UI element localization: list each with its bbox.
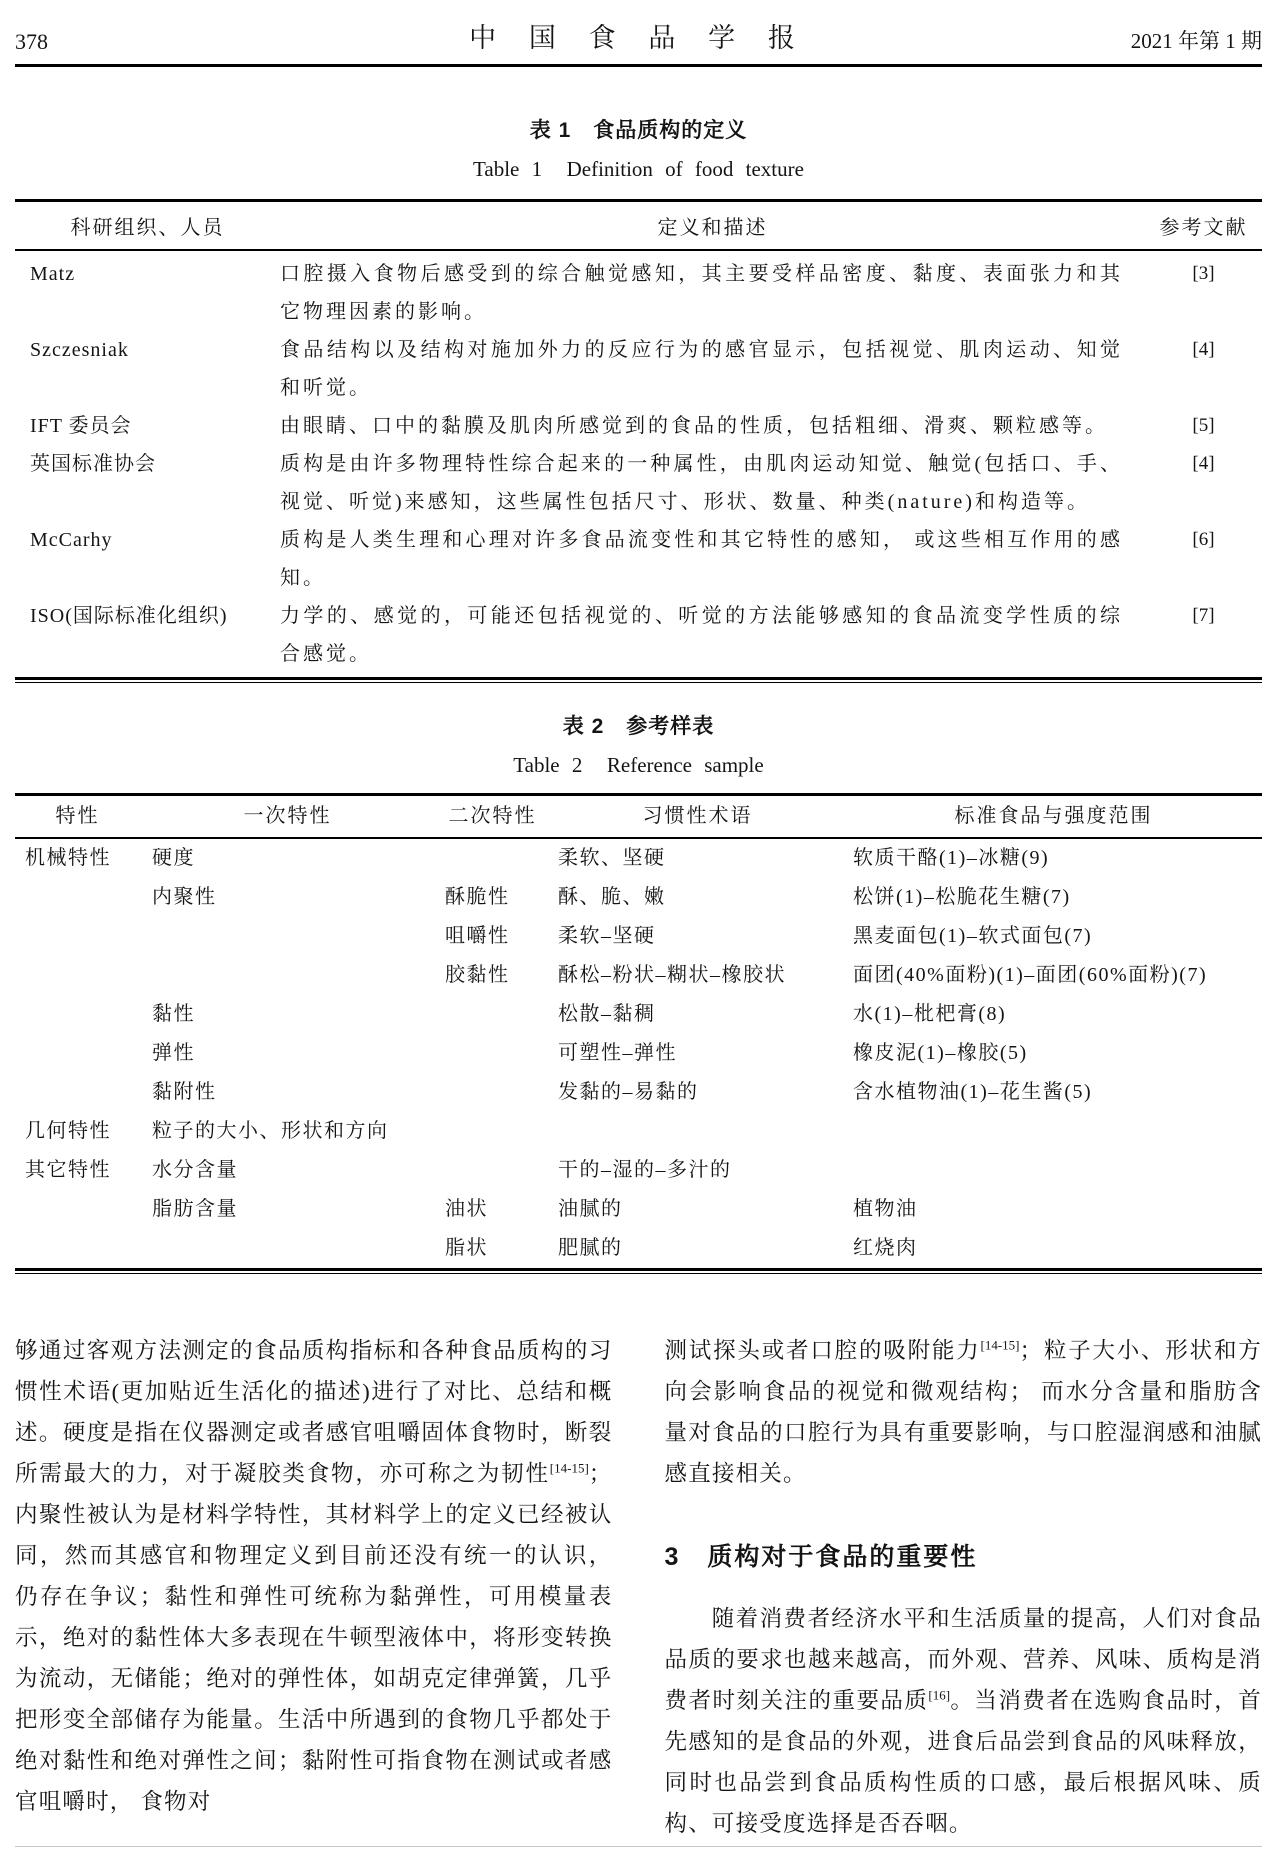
table-row	[15, 1112, 1262, 1151]
cell	[140, 956, 435, 995]
reference-cell: [6]	[1192, 529, 1215, 550]
table2-body	[15, 839, 1262, 1268]
cell	[140, 917, 435, 956]
section-number: 3	[664, 1543, 681, 1571]
table-row	[15, 1229, 1262, 1268]
cell: 柔软、坚硬	[558, 847, 666, 869]
org-cell: Szczesniak	[30, 339, 129, 361]
table-row	[15, 255, 1262, 331]
table-row	[15, 839, 1262, 878]
paragraph	[15, 1330, 613, 1822]
cell: 软质干酪(1)–冰糖(9)	[853, 847, 1050, 869]
cell: 粒子的大小、形状和方向	[152, 1120, 389, 1142]
table2-header-term: 习惯性术语	[642, 805, 753, 827]
definition-cell: 质构是人类生理和心理对许多食品流变性和其它特性的感知， 或这些相互作用的感知。	[280, 529, 1123, 589]
cell: 面团(40%面粉)(1)–面团(60%面粉)(7)	[853, 964, 1208, 986]
paragraph-text: 。当消费者在选购食品时，首先感知的是食品的外观，进食后品尝到食品的风味释放， 同时也品尝到食品质构性质的口感，最后根据风味、质构、可接受度选择是否吞咽。	[664, 1688, 1262, 1836]
cell	[15, 917, 140, 956]
cell: 其它特性	[25, 1159, 111, 1181]
reference-cell: [4]	[1192, 453, 1215, 474]
table-row	[15, 878, 1262, 917]
header-rule	[15, 64, 1262, 67]
table2	[15, 793, 1262, 1274]
table-row	[15, 407, 1262, 445]
org-cell: ISO(国际标准化组织)	[30, 605, 228, 627]
right-column	[665, 1330, 1263, 1844]
paragraph-text: 随着消费者经济水平和生活质量的提高，人们对食品品质的要求也越来越高，而外观、营养、风味、质构是消费者时刻关注的重要品质	[664, 1606, 1262, 1713]
left-column	[15, 1330, 613, 1844]
cell	[140, 1229, 435, 1268]
table1-header-row	[15, 202, 1262, 251]
table-row	[15, 995, 1262, 1034]
table1	[15, 199, 1262, 683]
table-row	[15, 956, 1262, 995]
citation-ref: [16]	[928, 1687, 951, 1703]
running-head	[0, 0, 1277, 55]
org-cell: McCarhy	[30, 529, 113, 551]
cell: 酥、脆、嫩	[558, 886, 666, 908]
paragraph	[665, 1330, 1263, 1494]
cell: 干的–湿的–多汁的	[558, 1159, 732, 1181]
cell: 黏附性	[152, 1081, 217, 1103]
definition-cell: 由眼睛、口中的黏膜及肌肉所感觉到的食品的性质，包括粗细、滑爽、颗粒感等。	[280, 415, 1108, 437]
cell	[15, 995, 140, 1034]
table1-caption-en: Table 1 Definition of food texture	[473, 157, 804, 181]
paragraph-text: 够通过客观方法测定的食品质构指标和各种食品质构的习惯性术语(更加贴近生活化的描述)进行了对比、总结和概述。硬度是指在仪器测定或者感官咀嚼固体食物时，断裂所需最大的力，对于凝胶类食物，亦可称之为韧性	[15, 1338, 613, 1486]
cell	[845, 1151, 1262, 1190]
cell	[435, 1073, 550, 1112]
table1-caption-zh: 表 1 食品质构的定义	[529, 119, 748, 142]
org-cell: 英国标准协会	[30, 453, 156, 475]
reference-cell: [5]	[1192, 415, 1215, 436]
paragraph-text: ；内聚性被认为是材料学特性，其材料学上的定义已经被认同，然而其感官和物理定义到目前还没有统一的认识， 仍存在争议；黏性和弹性可统称为黏弹性，可用模量表示，绝对的黏性体大多表现在牛顿型液体中，将形变转换为流动，无储能；绝对的弹性体，如胡克定律弹簧，几乎把形变全部储存为能量。生活中所遇到的食物几乎都处于绝对黏性和绝对弹性之间；黏附性可指食物在测试或者感官咀嚼时， 食物对	[15, 1461, 613, 1814]
cell: 内聚性	[152, 886, 217, 908]
table-row	[15, 445, 1262, 521]
citation-ref: [14-15]	[549, 1460, 589, 1476]
cell	[435, 1151, 550, 1190]
page-bottom-rule	[15, 1846, 1262, 1847]
table1-bottom-rule	[15, 677, 1262, 683]
definition-cell: 口腔摄入食物后感受到的综合触觉感知，其主要受样品密度、黏度、表面张力和其它物理因素的影响。	[280, 263, 1123, 323]
cell	[435, 839, 550, 878]
cell: 松散–黏稠	[558, 1003, 656, 1025]
body-columns	[15, 1330, 1262, 1844]
table2-header-row	[15, 796, 1262, 839]
cell: 酥脆性	[445, 886, 510, 908]
table2-header-secondary: 二次特性	[448, 805, 537, 827]
table1-header-reference: 参考文献	[1159, 217, 1248, 239]
paragraph-text: ；粒子大小、形状和方向会影响食品的视觉和微观结构； 而水分含量和脂肪含量对食品的口腔行为具有重要影响，与口腔湿润感和油腻感直接相关。	[664, 1338, 1262, 1486]
table-row	[15, 1073, 1262, 1112]
table-row	[15, 1034, 1262, 1073]
section-title: 质构对于食品的重要性	[707, 1543, 978, 1571]
table-row	[15, 597, 1262, 673]
cell: 机械特性	[25, 847, 111, 869]
cell: 黑麦面包(1)–软式面包(7)	[853, 925, 1093, 947]
paragraph-text: 测试探头或者口腔的吸附能力	[664, 1338, 981, 1363]
cell: 可塑性–弹性	[558, 1042, 677, 1064]
cell: 酥松–粉状–糊状–橡胶状	[558, 964, 786, 986]
cell: 硬度	[152, 847, 195, 869]
paragraph	[665, 1598, 1263, 1844]
cell: 含水植物油(1)–花生酱(5)	[853, 1081, 1093, 1103]
cell: 几何特性	[25, 1120, 111, 1142]
table-row	[15, 1151, 1262, 1190]
cell: 胶黏性	[445, 964, 510, 986]
cell: 发黏的–易黏的	[558, 1081, 699, 1103]
cell	[15, 1190, 140, 1229]
cell	[550, 1112, 845, 1151]
cell: 弹性	[152, 1042, 195, 1064]
table2-header-primary: 一次特性	[243, 805, 332, 827]
cell	[435, 1034, 550, 1073]
cell	[15, 956, 140, 995]
section-heading	[665, 1537, 1263, 1578]
table-row	[15, 917, 1262, 956]
reference-cell: [7]	[1192, 605, 1215, 626]
cell: 脂状	[445, 1237, 488, 1259]
cell: 油状	[445, 1198, 488, 1220]
cell: 松饼(1)–松脆花生糖(7)	[853, 886, 1071, 908]
definition-cell: 质构是由许多物理特性综合起来的一种属性，由肌肉运动知觉、触觉(包括口、手、视觉、听觉)来感知，这些属性包括尺寸、形状、数量、种类(nature)和构造等。	[280, 453, 1123, 513]
table2-bottom-rule	[15, 1268, 1262, 1274]
org-cell: IFT 委员会	[30, 415, 132, 437]
journal-title: 中 国 食 品 学 报	[469, 23, 808, 53]
definition-cell: 食品结构以及结构对施加外力的反应行为的感官显示，包括视觉、肌肉运动、知觉和听觉。	[280, 339, 1123, 399]
cell: 咀嚼性	[445, 925, 510, 947]
cell	[15, 1073, 140, 1112]
table2-caption-zh: 表 2 参考样表	[562, 715, 715, 738]
cell	[435, 1112, 550, 1151]
cell: 水(1)–枇杷膏(8)	[853, 1003, 1007, 1025]
cell: 黏性	[152, 1003, 195, 1025]
cell: 植物油	[853, 1198, 918, 1220]
cell	[435, 995, 550, 1034]
definition-cell: 力学的、感觉的，可能还包括视觉的、听觉的方法能够感知的食品流变学性质的综合感觉。	[280, 605, 1123, 665]
table1-header-org: 科研组织、人员	[70, 217, 225, 239]
reference-cell: [4]	[1192, 339, 1215, 360]
table2-header-property: 特性	[55, 805, 100, 827]
table2-caption-en: Table 2 Reference sample	[513, 753, 764, 777]
cell	[15, 1229, 140, 1268]
citation-ref: [14-15]	[980, 1337, 1020, 1353]
cell	[15, 1034, 140, 1073]
issue-label: 2021 年第 1 期	[1130, 29, 1262, 53]
table2-header-standard: 标准食品与强度范围	[954, 805, 1153, 827]
table1-body	[15, 251, 1262, 677]
cell	[15, 878, 140, 917]
reference-cell: [3]	[1192, 263, 1215, 284]
table1-header-definition: 定义和描述	[657, 217, 768, 239]
cell: 橡皮泥(1)–橡胶(5)	[853, 1042, 1028, 1064]
org-cell: Matz	[30, 263, 76, 285]
cell: 水分含量	[152, 1159, 238, 1181]
cell: 油腻的	[558, 1198, 623, 1220]
cell: 红烧肉	[853, 1237, 918, 1259]
cell: 柔软–坚硬	[558, 925, 656, 947]
page-number: 378	[15, 29, 48, 54]
table-row	[15, 1190, 1262, 1229]
table-row	[15, 331, 1262, 407]
table-row	[15, 521, 1262, 597]
cell	[845, 1112, 1262, 1151]
cell: 肥腻的	[558, 1237, 623, 1259]
cell: 脂肪含量	[152, 1198, 238, 1220]
